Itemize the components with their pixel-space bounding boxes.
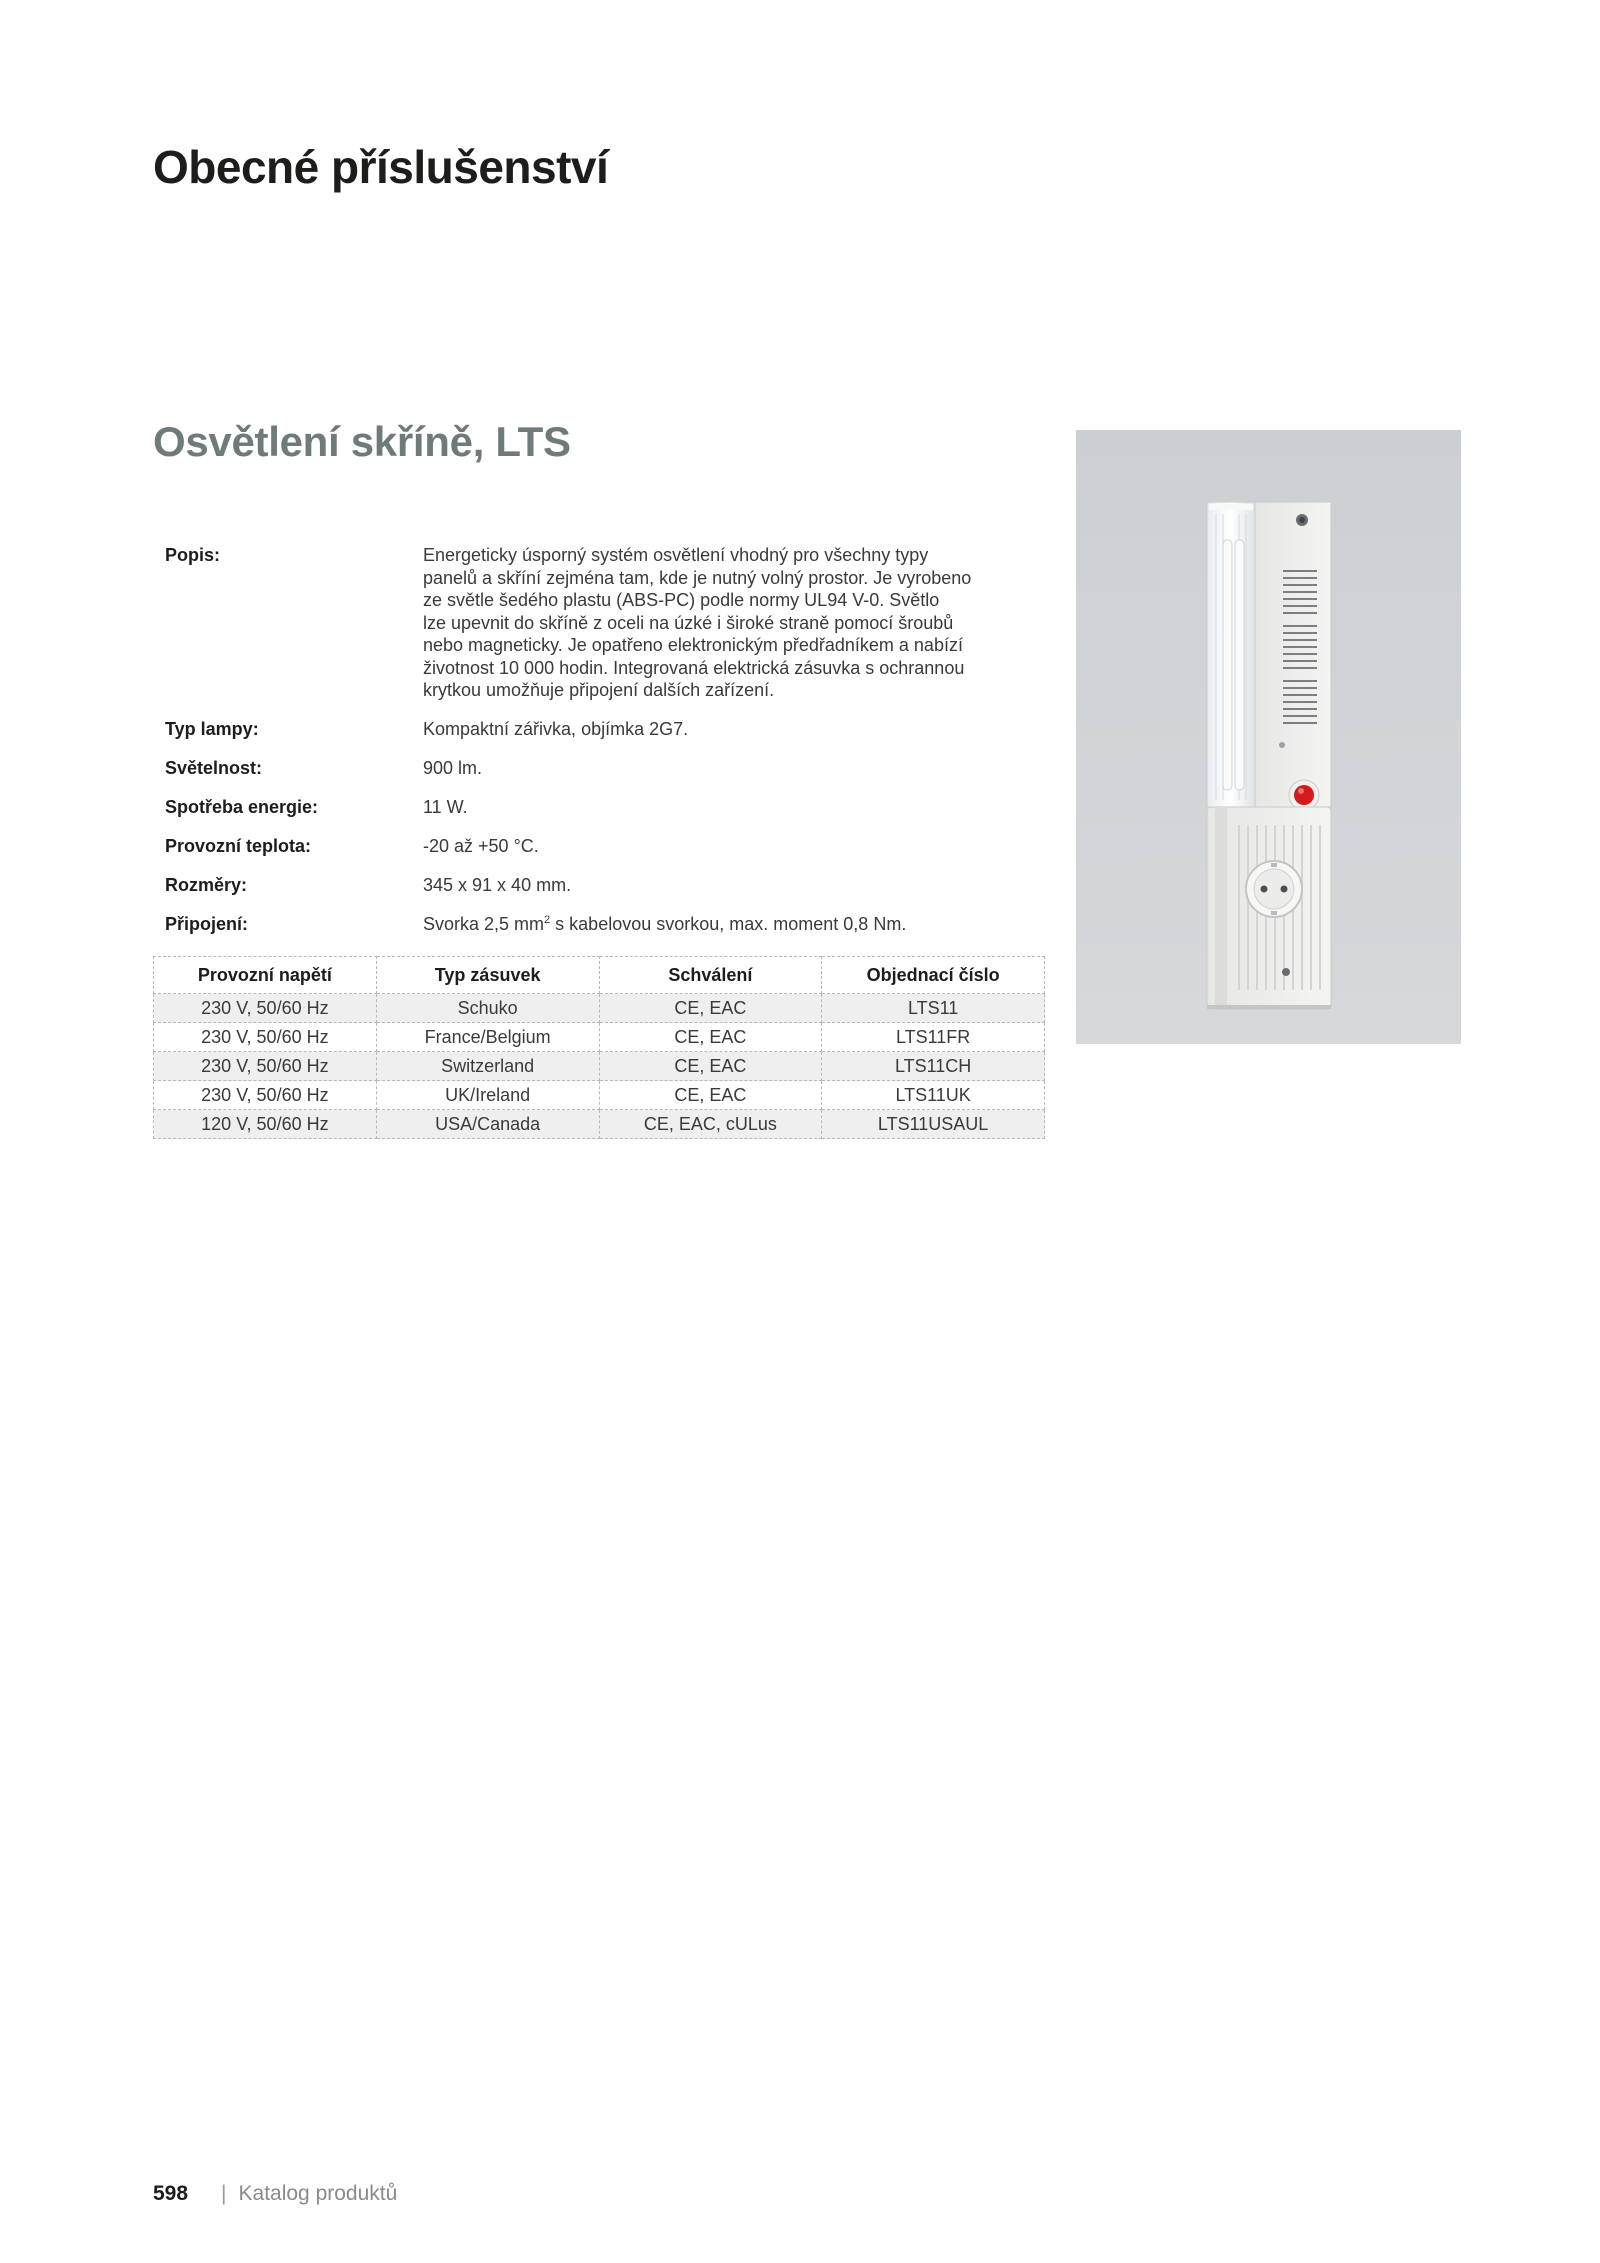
spec-row-description [153,544,1043,702]
spec-label: Provozní teplota: [165,836,312,856]
product-photo [1076,430,1461,1044]
table-header-row [154,957,1045,994]
table-cell: CE, EAC [599,994,822,1023]
table-cell: Schuko [376,994,599,1023]
spec-row-luminosity [153,757,1043,780]
spec-label: Rozměry: [165,875,248,895]
description-line: ze světle šedého plastu (ABS-PC) podle normy UL94 V-0. Světlo [423,590,940,610]
product-specs [153,544,1043,936]
table-cell: CE, EAC [599,1052,822,1081]
table-row [154,1110,1045,1139]
table-row [154,994,1045,1023]
description-line: lze upevnit do skříně z oceli na úzké i široké straně pomocí šroubů [423,612,954,633]
table-cell: CE, EAC, cULus [599,1110,822,1139]
table-row [154,1023,1045,1052]
spec-value: Kompaktní zářivka, objímka 2G7. [423,719,689,739]
table-cell: UK/Ireland [376,1081,599,1110]
page-title: Obecné příslušenství [153,141,609,193]
spec-value: 11 W. [423,797,468,817]
spec-label: Spotřeba energie: [165,797,319,817]
spec-value-description [423,544,993,702]
table-cell: 230 V, 50/60 Hz [154,994,377,1023]
superscript: 2 [544,914,551,926]
spec-label: Světelnost: [165,758,263,778]
connection-text: Svorka 2,5 mm [423,914,545,934]
page-footer [153,2182,397,2206]
description-line: panelů a skříní zejména tam, kde je nutný volný prostor. Je vyrobeno [423,567,972,588]
spec-row-power [153,796,1043,819]
table-cell: CE, EAC [599,1023,822,1052]
spec-row-dimensions [153,874,1043,897]
table-row [154,1081,1045,1110]
spec-value: 900 lm. [423,758,483,778]
table-cell: LTS11CH [822,1052,1045,1081]
description-line: nebo magneticky. Je opatřeno elektronickým předřadníkem a nabízí [423,635,963,655]
table-cell: Switzerland [376,1052,599,1081]
table-cell: LTS11USAUL [822,1110,1045,1139]
cabinet-light-illustration [1076,430,1461,1044]
product-title: Osvětlení skříně, LTS [153,418,571,465]
catalog-label: Katalog produktů [238,2182,398,2205]
column-header: Objednací číslo [822,957,1045,994]
description-line: životnost 10 000 hodin. Integrovaná elektrická zásuvka s ochrannou [423,657,965,678]
footer-separator: | [221,2182,227,2205]
table-cell: LTS11FR [822,1023,1045,1052]
spec-value: 345 x 91 x 40 mm. [423,875,572,895]
table-cell: 230 V, 50/60 Hz [154,1052,377,1081]
spec-label: Připojení: [165,914,249,934]
variants-table [153,956,1045,1139]
spec-value: -20 až +50 °C. [423,836,539,856]
description-line: Energeticky úsporný systém osvětlení vhodný pro všechny typy [423,545,929,565]
spec-label: Typ lampy: [165,719,259,739]
table-cell: France/Belgium [376,1023,599,1052]
spec-row-lamp-type [153,718,1043,741]
table-cell: LTS11 [822,994,1045,1023]
table-row [154,1052,1045,1081]
spec-row-connection [153,913,1043,936]
column-header: Typ zásuvek [376,957,599,994]
table-cell: LTS11UK [822,1081,1045,1110]
table-cell: 120 V, 50/60 Hz [154,1110,377,1139]
table-cell: CE, EAC [599,1081,822,1110]
description-line: krytkou umožňuje připojení dalších zařízení. [423,680,775,700]
spec-label: Popis: [165,545,221,565]
column-header: Provozní napětí [154,957,377,994]
connection-text: s kabelovou svorkou, max. moment 0,8 Nm. [550,914,907,934]
column-header: Schválení [599,957,822,994]
table-cell: 230 V, 50/60 Hz [154,1081,377,1110]
table-cell: USA/Canada [376,1110,599,1139]
spec-value-connection [423,913,993,936]
spec-row-temperature [153,835,1043,858]
page-number: 598 [153,2182,189,2205]
table-cell: 230 V, 50/60 Hz [154,1023,377,1052]
